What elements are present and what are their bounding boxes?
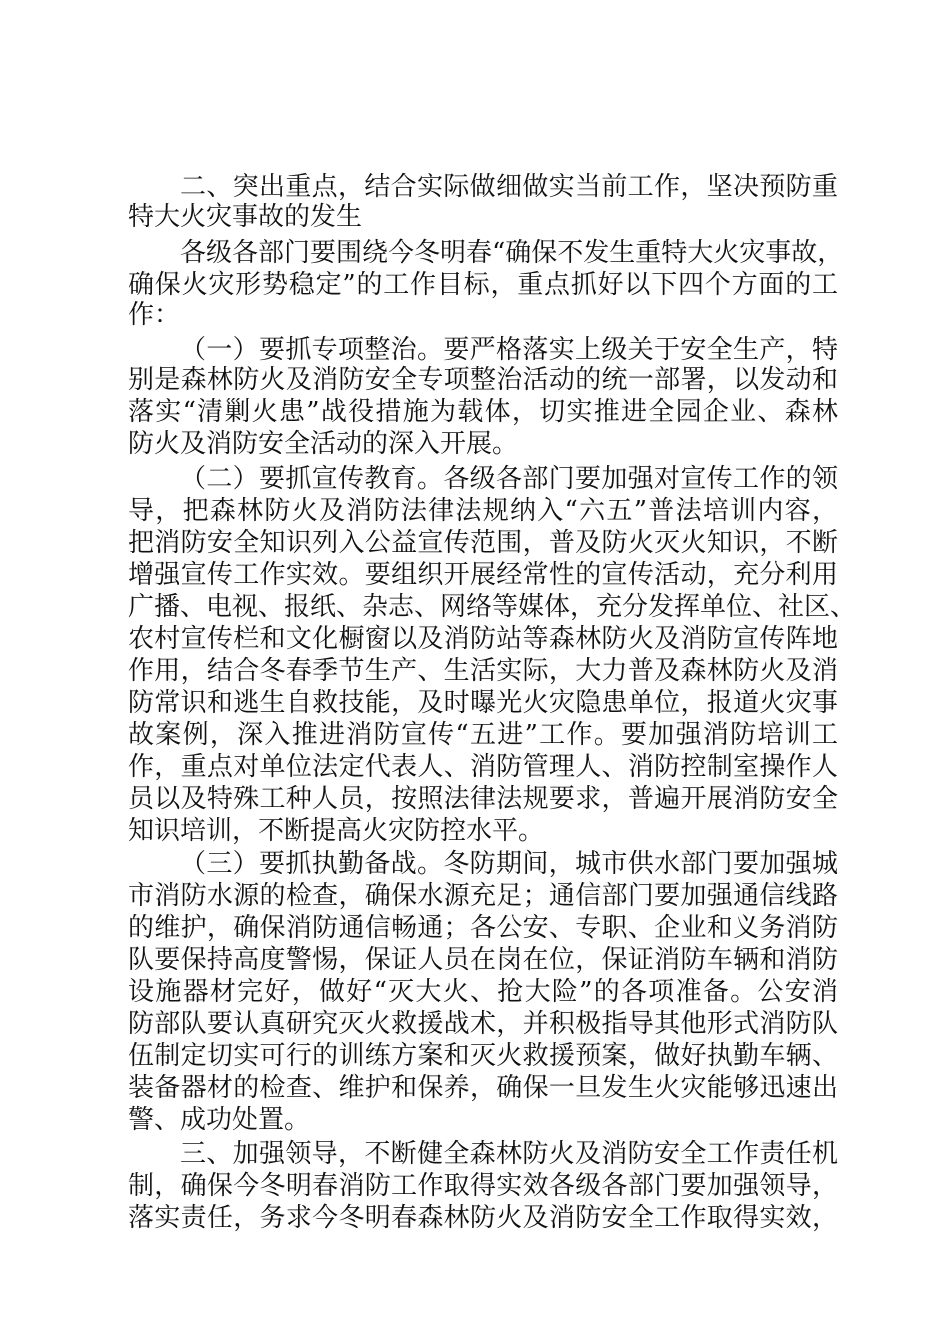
text-line: （二）要抓宣传教育。各级各部门要加强对宣传工作的领	[180, 464, 838, 494]
text-line: 把消防安全知识列入公益宣传范围，普及防火灭火知识，不断	[128, 528, 838, 558]
text-line: 作：	[128, 300, 181, 330]
text-line: 知识培训，不断提高火灾防控水平。	[128, 816, 545, 846]
text-line: 落实“清剿火患”战役措施为载体，切实推进全园企业、森林	[128, 397, 838, 427]
text-line: 别是森林防火及消防安全专项整治活动的统一部署，以发动和	[128, 365, 838, 395]
text-line: 市消防水源的检查，确保水源充足；通信部门要加强通信线路	[128, 881, 838, 911]
text-line: 三、加强领导，不断健全森林防火及消防安全工作责任机	[180, 1139, 838, 1169]
text-line: 确保火灾形势稳定”的工作目标，重点抓好以下四个方面的工	[128, 270, 838, 300]
text-line: （三）要抓执勤备战。冬防期间，城市供水部门要加强城	[180, 849, 838, 879]
text-line: 队要保持高度警惕，保证人员在岗在位，保证消防车辆和消防	[128, 945, 838, 975]
text-line: 作用，结合冬春季节生产、生活实际，大力普及森林防火及消	[128, 656, 838, 686]
text-line: 防常识和逃生自救技能，及时曝光火灾隐患单位，报道火灾事	[128, 688, 838, 718]
text-line: 农村宣传栏和文化橱窗以及消防站等森林防火及消防宣传阵地	[128, 624, 838, 654]
text-line: （一）要抓专项整治。要严格落实上级关于安全生产，特	[180, 335, 838, 365]
text-line: 落实责任，务求今冬明春森林防火及消防安全工作取得实效，	[128, 1203, 838, 1233]
text-line: 特大火灾事故的发生	[128, 202, 363, 232]
text-line: 增强宣传工作实效。要组织开展经常性的宣传活动，充分利用	[128, 560, 838, 590]
text-line: 防火及消防安全活动的深入开展。	[128, 429, 519, 459]
text-line: 制，确保今冬明春消防工作取得实效各级各部门要加强领导，	[128, 1171, 838, 1201]
text-line: 警、成功处置。	[128, 1105, 311, 1135]
text-line: 故案例，深入推进消防宣传“五进”工作。要加强消防培训工	[128, 720, 838, 750]
text-line: 员以及特殊工种人员，按照法律法规要求，普遍开展消防安全	[128, 784, 838, 814]
text-line: 设施器材完好，做好“灭大火、抢大险”的各项准备。公安消	[128, 977, 838, 1007]
text-line: 伍制定切实可行的训练方案和灭火救援预案，做好执勤车辆、	[128, 1041, 838, 1071]
text-line: 广播、电视、报纸、杂志、网络等媒体，充分发挥单位、社区、	[128, 592, 857, 622]
text-line: 作，重点对单位法定代表人、消防管理人、消防控制室操作人	[128, 752, 838, 782]
text-line: 二、突出重点，结合实际做细做实当前工作，坚决预防重	[180, 172, 838, 202]
text-line: 装备器材的检查、维护和保养，确保一旦发生火灾能够迅速出	[128, 1073, 838, 1103]
text-line: 防部队要认真研究灭火救援战术，并积极指导其他形式消防队	[128, 1009, 838, 1039]
text-line: 导，把森林防火及消防法律法规纳入“六五”普法培训内容，	[128, 496, 838, 526]
text-line: 各级各部门要围绕今冬明春“确保不发生重特大火灾事故，	[180, 238, 844, 268]
text-line: 的维护，确保消防通信畅通；各公安、专职、企业和义务消防	[128, 913, 838, 943]
